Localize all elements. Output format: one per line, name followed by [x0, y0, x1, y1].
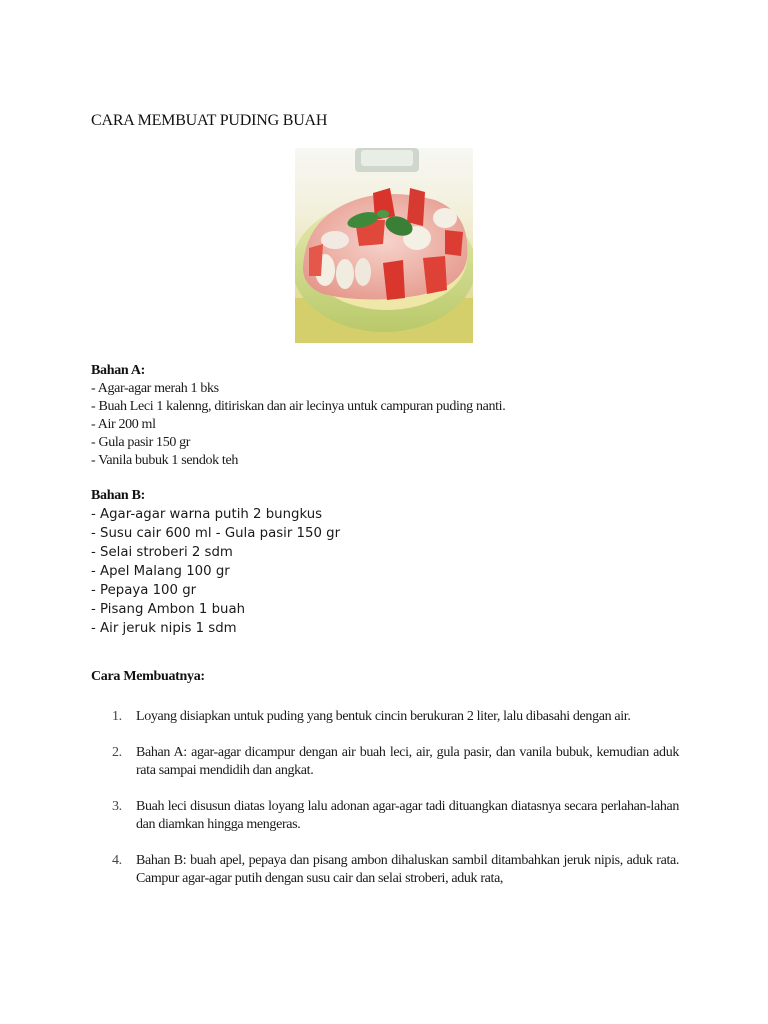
step-item [91, 852, 679, 888]
list-item: - Agar-agar warna putih 2 bungkus [91, 507, 323, 522]
list-item: - Pisang Ambon 1 buah [91, 602, 246, 617]
list-item: - Susu cair 600 ml - Gula pasir 150 gr [91, 526, 341, 541]
list-item: - Air jeruk nipis 1 sdm [91, 621, 237, 636]
list-item: - Agar-agar merah 1 bks [91, 381, 219, 396]
step-number: 3. [112, 799, 122, 814]
document-title: CARA MEMBUAT PUDING BUAH [91, 112, 328, 129]
pudding-photo [295, 148, 473, 343]
bahan-b-list [91, 505, 691, 638]
cara-membuat-heading: Cara Membuatnya: [91, 669, 205, 684]
step-number: 1. [112, 709, 122, 724]
step-number: 2. [112, 745, 122, 760]
step-item [91, 708, 679, 726]
bahan-b-section [91, 487, 691, 638]
list-item: - Air 200 ml [91, 417, 156, 432]
steps-list [91, 708, 681, 888]
step-text: Loyang disiapkan untuk puding yang bentuk cincin berukuran 2 liter, lalu dibasahi dengan air. [136, 709, 631, 724]
list-item: - Apel Malang 100 gr [91, 564, 230, 579]
step-text: Bahan A: agar-agar dicampur dengan air buah leci, air, gula pasir, dan vanila bubuk, kemudian aduk rata sampai mendidih dan angkat. [136, 745, 679, 778]
list-item: - Buah Leci 1 kalenng, ditiriskan dan air lecinya untuk campuran puding nanti. [91, 399, 506, 414]
list-item: - Vanila bubuk 1 sendok teh [91, 453, 238, 468]
step-text: Bahan B: buah apel, pepaya dan pisang ambon dihaluskan sambil ditambahkan jeruk nipis, aduk rata. Campur agar-agar putih dengan susu cair dan selai stroberi, aduk rata, [136, 853, 679, 886]
bahan-b-heading: Bahan B: [91, 488, 146, 503]
list-item: - Pepaya 100 gr [91, 583, 197, 598]
step-text: Buah leci disusun diatas loyang lalu adonan agar-agar tadi dituangkan diatasnya secara perlahan-lahan dan diamkan hingga mengeras. [136, 799, 679, 832]
photo-pudding-icon [295, 148, 473, 343]
bahan-a-section [91, 362, 691, 470]
bahan-a-list [91, 380, 691, 470]
cara-membuat-section [91, 668, 681, 906]
list-item: - Selai stroberi 2 sdm [91, 545, 233, 560]
bahan-a-heading: Bahan A: [91, 363, 146, 378]
list-item: - Gula pasir 150 gr [91, 435, 191, 450]
step-number: 4. [112, 853, 122, 868]
step-item [91, 798, 679, 834]
step-item [91, 744, 679, 780]
